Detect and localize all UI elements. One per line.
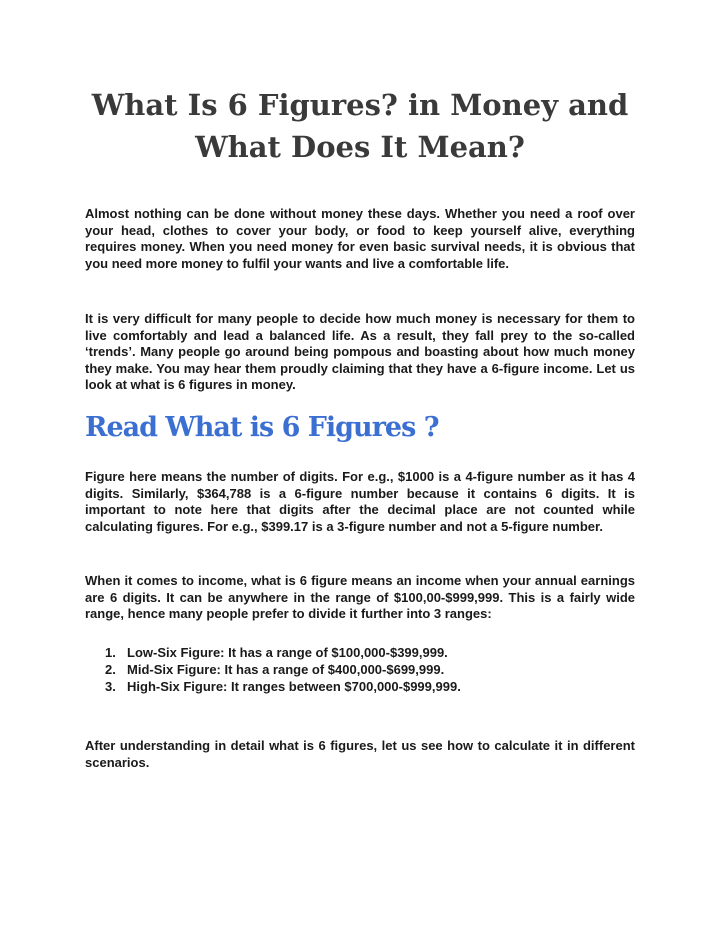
list-item-number: 3. — [105, 679, 116, 694]
list-item — [85, 678, 635, 695]
list-item — [85, 661, 635, 678]
section-paragraph-3: After understanding in detail what is 6 figures, let us see how to calculate it in different scenarios. — [85, 738, 635, 770]
section-heading: Read What is 6 Figures ? — [85, 412, 439, 443]
list-item-text: High-Six Figure: It ranges between $700,000-$999,999. — [127, 679, 461, 694]
section-paragraph-1: Figure here means the number of digits. For e.g., $1000 is a 4-figure number as it has 4 digits. Similarly, $364,788 is a 6-figure number because it contains 6 digits. It is important to note here that digits after the decimal place are not counted while calculating figures. For e.g., $399.17 is a 3-figure number and not a 5-figure number. — [85, 469, 635, 534]
list-item-number: 2. — [105, 662, 116, 677]
six-figure-ranges-list — [85, 644, 635, 695]
list-item-text: Mid-Six Figure: It has a range of $400,000-$699,999. — [127, 662, 445, 677]
section-paragraph-2: When it comes to income, what is 6 figure means an income when your annual earnings are 6 digits. It can be anywhere in the range of $100,00-$999,999. This is a fairly wide range, hence many people prefer to divide it further into 3 ranges: — [85, 573, 635, 622]
intro-paragraph-2: It is very difficult for many people to decide how much money is necessary for them to live comfortably and lead a balanced life. As a result, they fall prey to the so-called ‘trends’. Many people go around being pompous and boasting about how much money they make. You may hear them proudly claiming that they have a 6-figure income. Let us look at what is 6 figures in money. — [85, 311, 635, 393]
intro-paragraph-1: Almost nothing can be done without money these days. Whether you need a roof over your head, clothes to cover your body, or food to keep yourself alive, everything requires money. When you need money for even basic survival needs, it is obvious that you need more money to fulfil your wants and live a comfortable life. — [85, 206, 635, 271]
list-item — [85, 644, 635, 661]
list-item-number: 1. — [105, 645, 116, 660]
page-title-line-1: What Is 6 Figures? in Money and — [91, 88, 629, 122]
list-item-text: Low-Six Figure: It has a range of $100,000-$399,999. — [127, 645, 448, 660]
page-title-line-2: What Does It Mean? — [195, 130, 525, 164]
